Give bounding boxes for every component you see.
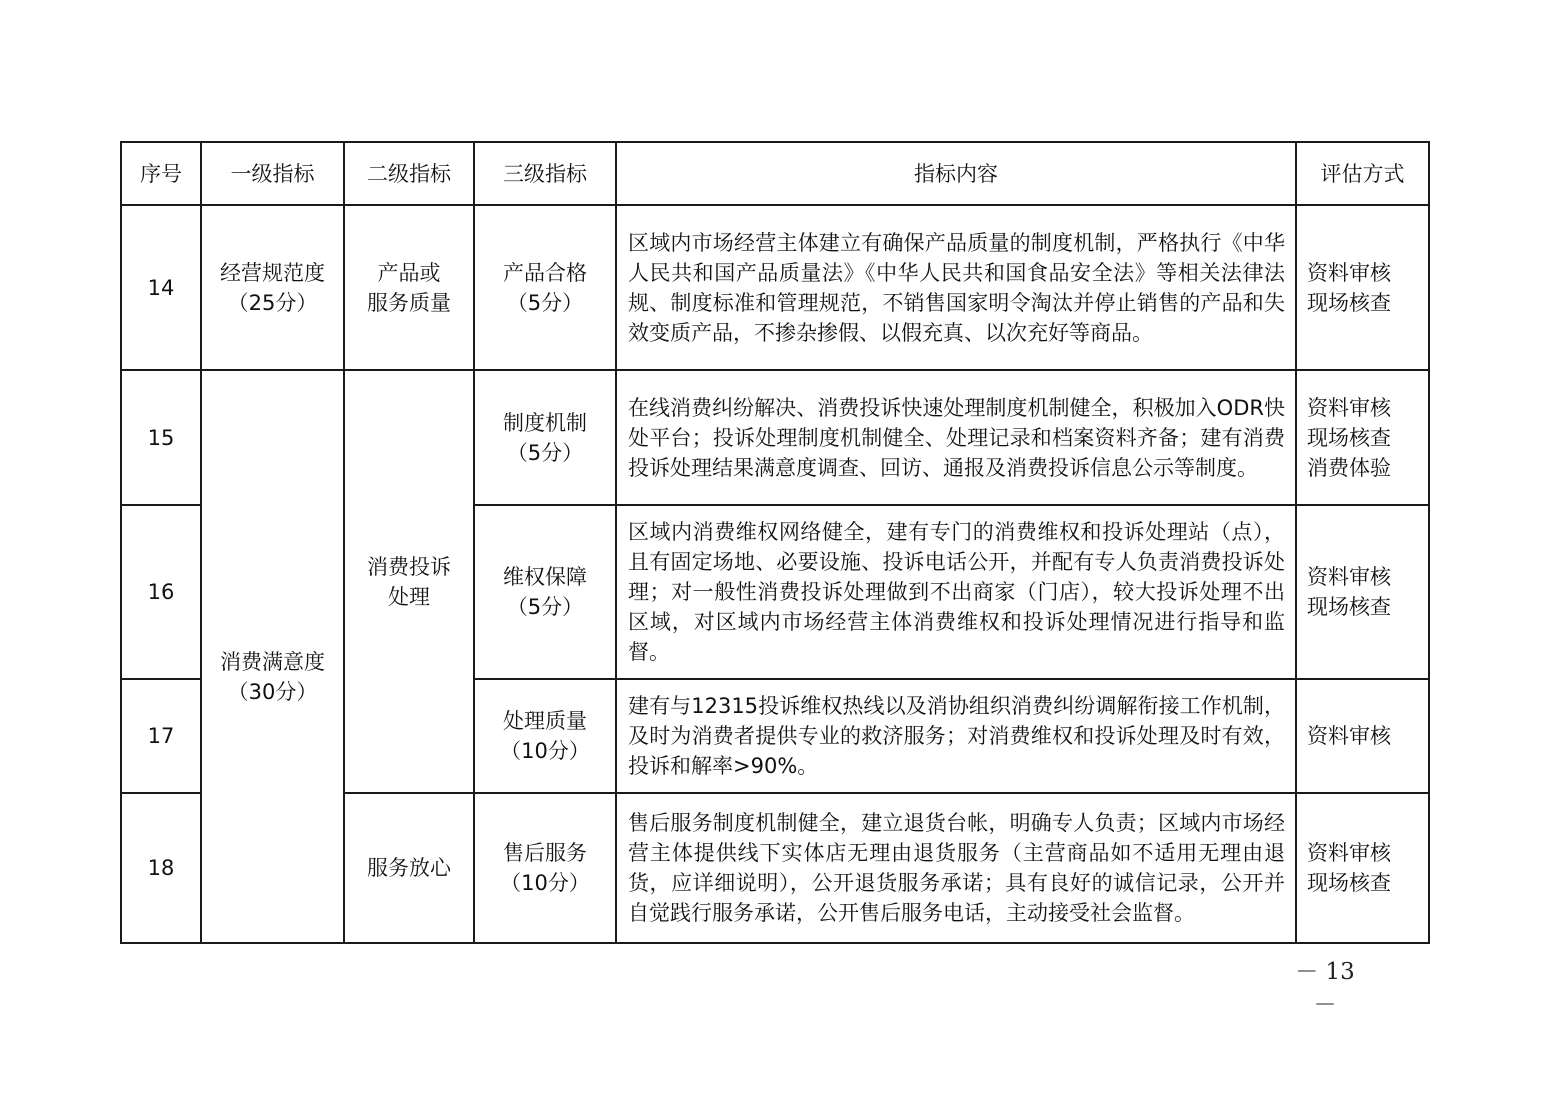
level2-name-line1: 消费投诉 <box>367 554 451 579</box>
indicator-content: 售后服务制度机制健全，建立退货台帐，明确专人负责；区域内市场经营主体提供线下实体店无理由退货服务（主营商品如不适用无理由退货，应详细说明），公开退货服务承诺；具有良好的诚信记录，公开并自觉践行服务承诺，公开售后服务电话，主动接受社会监督。 <box>616 793 1296 943</box>
level3-score: （5分） <box>506 595 584 619</box>
level3-cell <box>474 793 616 943</box>
method-item: 消费体验 <box>1307 455 1391 480</box>
indicator-content: 在线消费纠纷解决、消费投诉快速处理制度机制健全，积极加入ODR快处平台；投诉处理制度机制健全、处理记录和档案资料齐备；建有消费投诉处理结果满意度调查、回访、通报及消费投诉信息公示等制度。 <box>616 370 1296 505</box>
row-seq: 16 <box>121 505 201 679</box>
level1-score: （30分） <box>227 679 318 704</box>
assessment-method <box>1296 505 1429 679</box>
method-item: 现场核查 <box>1307 290 1391 315</box>
indicator-content: 区域内消费维权网络健全，建有专门的消费维权和投诉处理站（点），且有固定场地、必要设施、投诉电话公开，并配有专人负责消费投诉处理；对一般性消费投诉处理做到不出商家（门店），较大投诉处理不出区域，对区域内市场经营主体消费维权和投诉处理情况进行指导和监督。 <box>616 505 1296 679</box>
assessment-method <box>1296 205 1429 370</box>
method-item: 资料审核 <box>1307 565 1391 589</box>
header-level3: 三级指标 <box>474 142 616 205</box>
level3-score: （10分） <box>500 871 590 895</box>
method-item: 资料审核 <box>1307 260 1391 285</box>
row-seq: 14 <box>121 205 201 370</box>
level3-score: （5分） <box>506 290 584 315</box>
assessment-method <box>1296 679 1429 793</box>
row-seq: 18 <box>121 793 201 943</box>
method-item: 资料审核 <box>1307 395 1391 420</box>
level1-cell <box>201 205 344 370</box>
level1-name: 经营规范度 <box>220 260 325 285</box>
level2-cell <box>344 793 474 943</box>
level2-cell <box>344 205 474 370</box>
table-row <box>121 205 1429 370</box>
indicator-content: 建有与12315投诉维权热线以及消协组织消费纠纷调解衔接工作机制，及时为消费者提供专业的救济服务；对消费维权和投诉处理及时有效，投诉和解率>90%。 <box>616 679 1296 793</box>
page-number: － 13 － <box>1295 959 1355 1018</box>
level3-cell <box>474 505 616 679</box>
row-seq: 15 <box>121 370 201 505</box>
level3-name: 维权保障 <box>503 565 587 589</box>
level2-name-line2: 处理 <box>388 584 430 609</box>
assessment-method <box>1296 793 1429 943</box>
level3-name: 售后服务 <box>503 841 587 865</box>
header-level1: 一级指标 <box>201 142 344 205</box>
level2-name-line2: 服务质量 <box>367 290 451 315</box>
method-item: 现场核查 <box>1307 871 1391 895</box>
method-item: 现场核查 <box>1307 425 1391 450</box>
level1-cell-merged <box>201 370 344 943</box>
level2-name-line1: 服务放心 <box>367 856 451 880</box>
header-level2: 二级指标 <box>344 142 474 205</box>
level3-score: （5分） <box>506 440 584 465</box>
level3-cell <box>474 679 616 793</box>
method-item: 资料审核 <box>1307 724 1391 748</box>
level2-cell-merged <box>344 370 474 793</box>
level1-name: 消费满意度 <box>220 649 325 674</box>
level3-score: （10分） <box>500 739 590 763</box>
level3-name: 制度机制 <box>503 410 587 435</box>
indicator-table <box>120 141 1430 944</box>
level3-cell <box>474 370 616 505</box>
level3-name: 处理质量 <box>503 709 587 733</box>
level1-score: （25分） <box>227 290 318 315</box>
level2-name-line1: 产品或 <box>377 260 441 285</box>
header-method: 评估方式 <box>1296 142 1429 205</box>
row-seq: 17 <box>121 679 201 793</box>
level3-cell <box>474 205 616 370</box>
method-item: 现场核查 <box>1307 595 1391 619</box>
header-seq: 序号 <box>121 142 201 205</box>
header-content: 指标内容 <box>616 142 1296 205</box>
assessment-method <box>1296 370 1429 505</box>
level3-name: 产品合格 <box>503 260 587 285</box>
method-item: 资料审核 <box>1307 841 1391 865</box>
indicator-content: 区域内市场经营主体建立有确保产品质量的制度机制，严格执行《中华人民共和国产品质量法》《中华人民共和国食品安全法》等相关法律法规、制度标准和管理规范，不销售国家明令淘汰并停止销售的产品和失效变质产品，不掺杂掺假、以假充真、以次充好等商品。 <box>616 205 1296 370</box>
table-row <box>121 370 1429 505</box>
table-header-row <box>121 142 1429 205</box>
